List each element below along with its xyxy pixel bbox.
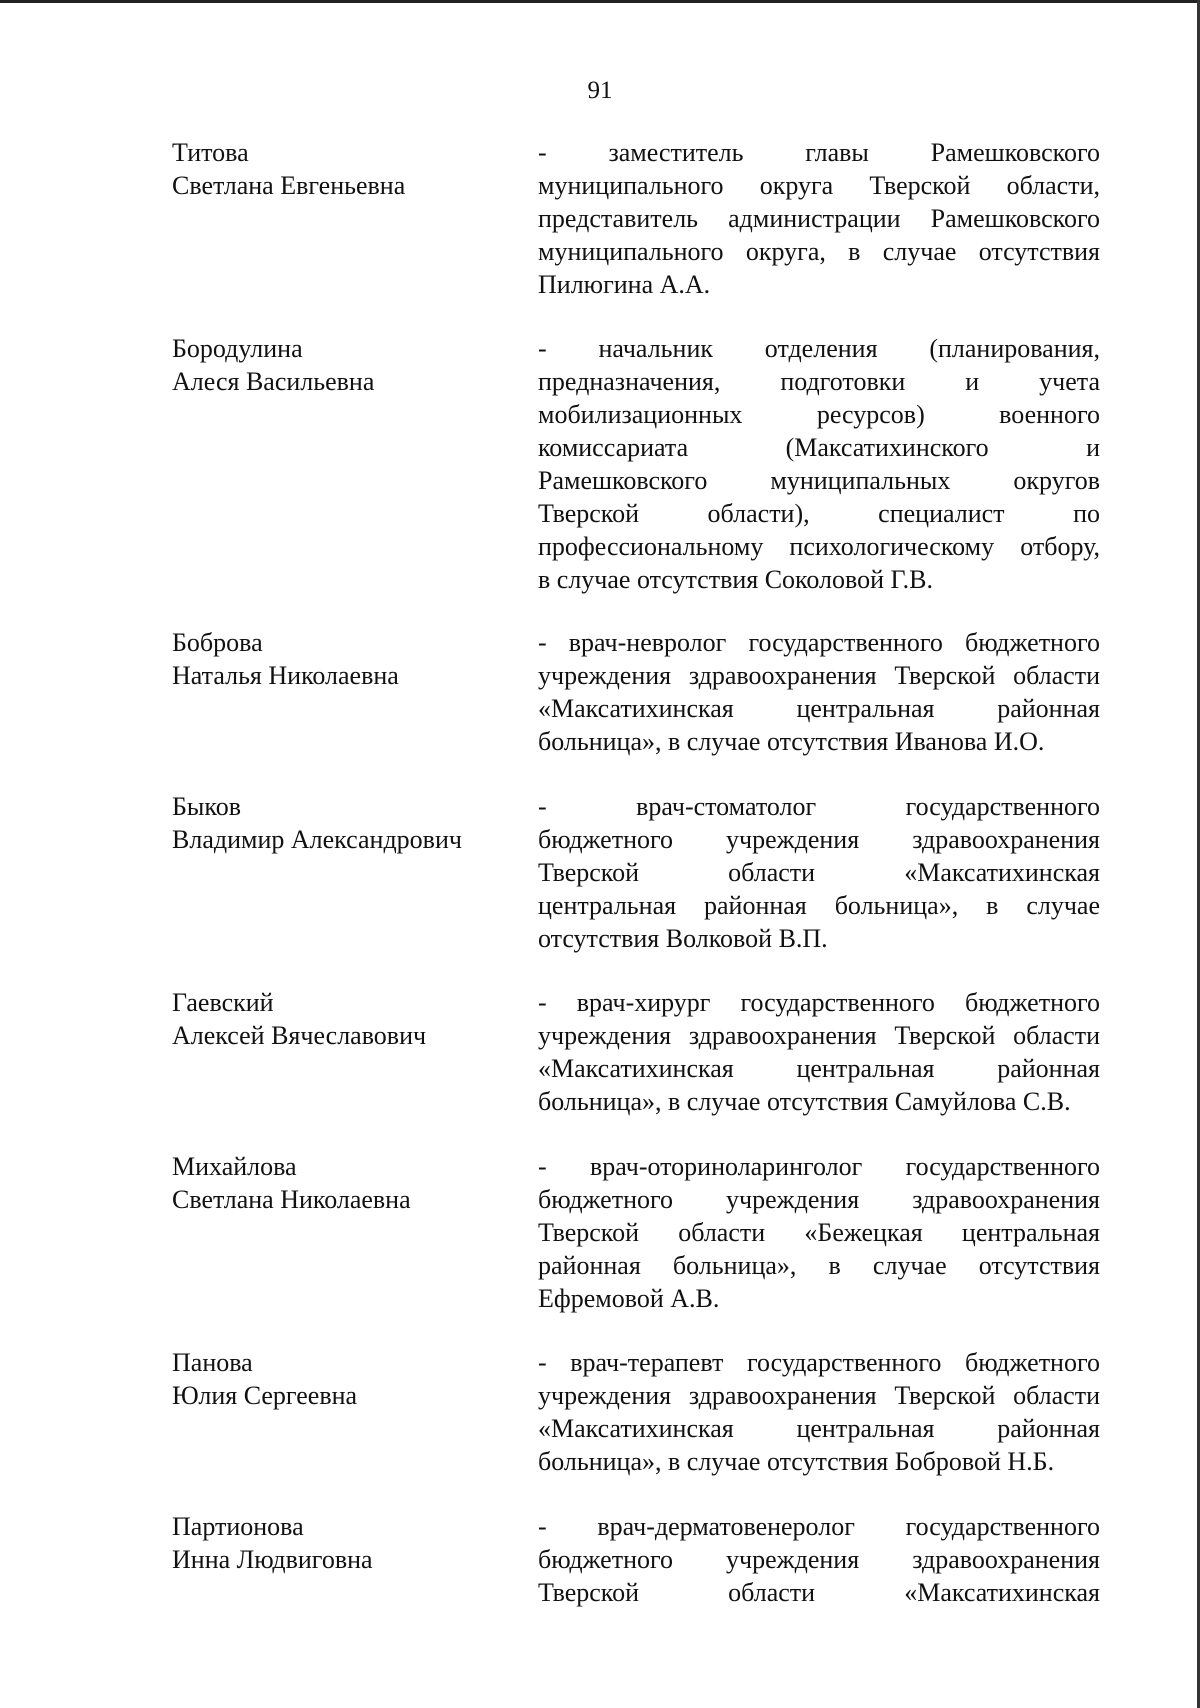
member-surname: Панова	[172, 1348, 253, 1377]
member-role-description	[538, 136, 1100, 301]
member-given-names: Светлана Евгеньевна	[172, 171, 406, 200]
member-given-names: Алексей Вячеславович	[172, 1021, 427, 1050]
description-line: «Максатихинская центральная районная	[538, 694, 1100, 723]
member-name	[172, 1346, 532, 1412]
description-line: предназначения, подготовки и учета	[538, 367, 1100, 396]
description-line: Тверской области «Максатихинская	[538, 858, 1100, 887]
member-name	[172, 136, 532, 202]
description-line: профессиональному психологическому отбору,	[538, 532, 1100, 561]
description-line: Тверской области), специалист по	[538, 499, 1100, 528]
description-line: муниципального округа Тверской области,	[538, 171, 1100, 200]
description-line: Рамешковского муниципальных округов	[538, 466, 1100, 495]
description-line: учреждения здравоохранения Тверской области	[538, 1381, 1100, 1410]
page-number: 91	[587, 77, 613, 104]
description-line: больница», в случае отсутствия Бобровой Н.Б.	[538, 1447, 1055, 1476]
description-line: центральная районная больница», в случае	[538, 891, 1100, 920]
member-role-description	[538, 986, 1100, 1118]
description-line: бюджетного учреждения здравоохранения	[538, 825, 1100, 854]
member-role-description	[538, 1150, 1100, 1315]
description-line: - заместитель главы Рамешковского	[538, 138, 1100, 167]
description-line: Тверской области «Максатихинская	[538, 1578, 1100, 1607]
member-name	[172, 332, 532, 398]
member-surname: Боброва	[172, 628, 263, 657]
description-line: в случае отсутствия Соколовой Г.В.	[538, 565, 933, 594]
member-role-description	[538, 626, 1100, 758]
member-role-description	[538, 1510, 1100, 1609]
member-role-description	[538, 1346, 1100, 1478]
description-line: представитель администрации Рамешковского	[538, 204, 1100, 233]
description-line: - врач-оториноларинголог государственного	[538, 1152, 1100, 1181]
member-name	[172, 626, 532, 692]
description-line: комиссариата (Максатихинского и	[538, 433, 1100, 462]
scan-edge-top	[0, 0, 1200, 3]
description-line: - врач-хирург государственного бюджетного	[538, 988, 1100, 1017]
description-line: «Максатихинская центральная районная	[538, 1054, 1100, 1083]
description-line: отсутствия Волковой В.П.	[538, 924, 828, 953]
description-line: Тверской области «Бежецкая центральная	[538, 1218, 1100, 1247]
member-given-names: Наталья Николаевна	[172, 661, 399, 690]
description-line: бюджетного учреждения здравоохранения	[538, 1545, 1100, 1574]
description-line: «Максатихинская центральная районная	[538, 1414, 1100, 1443]
member-given-names: Светлана Николаевна	[172, 1185, 411, 1214]
description-line: - врач-дерматовенеролог государственного	[538, 1512, 1100, 1541]
description-line: Ефремовой А.В.	[538, 1284, 720, 1313]
member-surname: Титова	[172, 138, 249, 167]
member-surname: Гаевский	[172, 988, 274, 1017]
description-line: учреждения здравоохранения Тверской области	[538, 1021, 1100, 1050]
member-role-description	[538, 790, 1100, 955]
description-line: больница», в случае отсутствия Самуйлова С.В.	[538, 1087, 1071, 1116]
description-line: мобилизационных ресурсов) военного	[538, 400, 1100, 429]
description-line: муниципального округа, в случае отсутствия	[538, 237, 1100, 266]
member-given-names: Владимир Александрович	[172, 825, 462, 854]
description-line: больница», в случае отсутствия Иванова И.О.	[538, 727, 1045, 756]
member-name	[172, 790, 532, 856]
description-line: - врач-терапевт государственного бюджетного	[538, 1348, 1100, 1377]
member-role-description	[538, 332, 1100, 596]
description-line: - врач-стоматолог государственного	[538, 792, 1100, 821]
description-line: районная больница», в случае отсутствия	[538, 1251, 1100, 1280]
member-name	[172, 1150, 532, 1216]
member-given-names: Алеся Васильевна	[172, 367, 375, 396]
description-line: учреждения здравоохранения Тверской области	[538, 661, 1100, 690]
member-surname: Быков	[172, 792, 241, 821]
member-given-names: Юлия Сергеевна	[172, 1381, 358, 1410]
description-line: бюджетного учреждения здравоохранения	[538, 1185, 1100, 1214]
member-name	[172, 986, 532, 1052]
member-name	[172, 1510, 532, 1576]
description-line: - начальник отделения (планирования,	[538, 334, 1100, 363]
description-line: Пилюгина А.А.	[538, 270, 711, 299]
member-surname: Михайлова	[172, 1152, 297, 1181]
member-given-names: Инна Людвиговна	[172, 1545, 373, 1574]
member-surname: Партионова	[172, 1512, 304, 1541]
member-surname: Бородулина	[172, 334, 303, 363]
description-line: - врач-невролог государственного бюджетного	[538, 628, 1100, 657]
